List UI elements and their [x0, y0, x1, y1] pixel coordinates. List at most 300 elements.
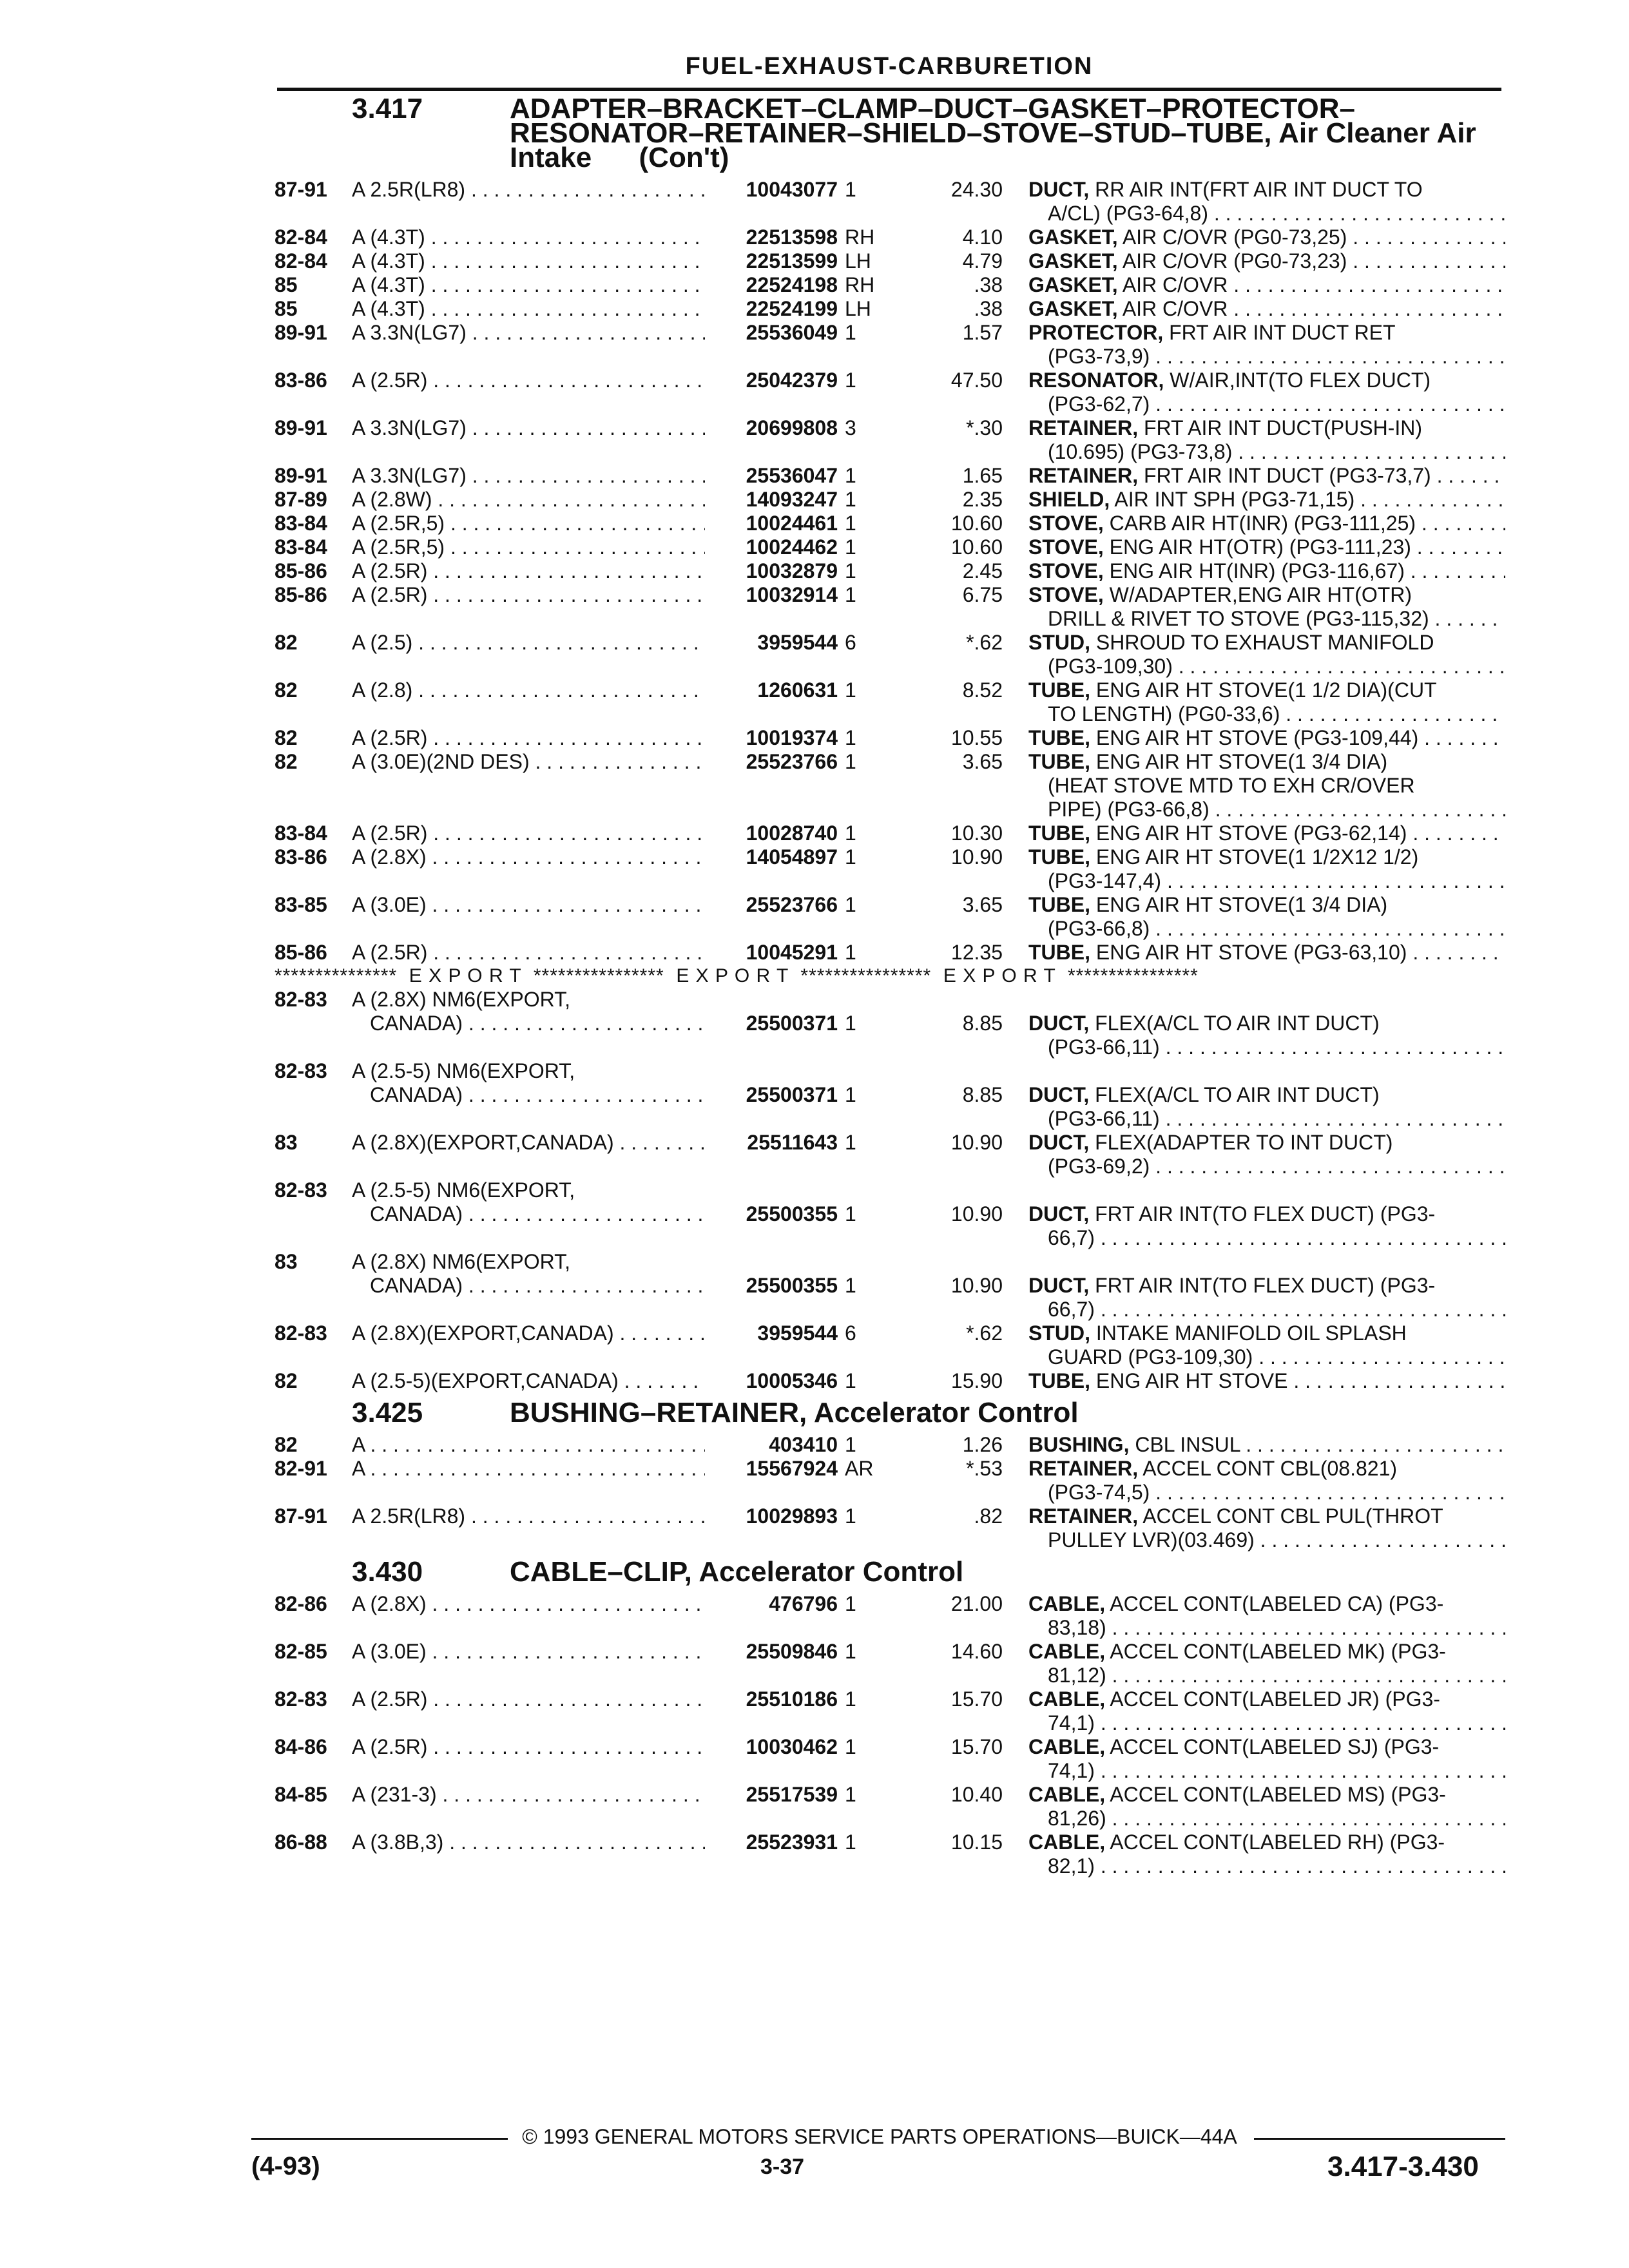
model-line: A (3.0E) . . .: [352, 893, 719, 917]
section-title-line: [510, 1397, 1505, 1428]
section-title: [510, 1556, 1505, 1588]
section-number: 3.417: [352, 93, 423, 124]
description-line: [1028, 845, 1505, 869]
model-applicability: [352, 1687, 719, 1711]
description-line: PIPE) (PG3-66,8) . . .: [1028, 798, 1505, 822]
quantity: 1: [845, 1433, 856, 1456]
model-line: A (3.0E) . . .: [352, 1640, 719, 1664]
header-rule: [277, 88, 1501, 91]
model-years: 83-86: [275, 845, 327, 869]
part-name: GASKET,: [1028, 273, 1118, 296]
model-line: A (2.8X) NM6(EXPORT,: [352, 1250, 571, 1273]
description-line: [1028, 1083, 1505, 1107]
model-years: 82-83: [275, 1178, 327, 1202]
description-line: [1028, 535, 1505, 559]
description-text: W/ADAPTER,ENG AIR HT(OTR): [1109, 583, 1412, 606]
part-description: [1028, 1433, 1505, 1457]
description-line: [1028, 1783, 1505, 1807]
price: 8.85: [962, 1012, 1003, 1035]
section-title-text: BUSHING–RETAINER,: [510, 1397, 807, 1428]
part-number: 25500355: [705, 1274, 838, 1298]
model-applicability: [352, 941, 719, 965]
part-number: 22524199: [705, 297, 838, 321]
model-applicability: [352, 750, 719, 774]
part-description: [1028, 1457, 1505, 1504]
model-years: 89-91: [275, 321, 327, 344]
quantity: 1: [845, 1083, 856, 1106]
description-text: FLEX(A/CL TO AIR INT DUCT): [1095, 1012, 1380, 1035]
description-line: (PG3-62,7) . . .: [1028, 392, 1505, 416]
description-line: [1028, 1321, 1505, 1345]
price: 1.65: [962, 464, 1003, 487]
part-number: 10028740: [705, 822, 838, 845]
part-description: [1028, 178, 1505, 226]
price: 14.60: [950, 1640, 1003, 1663]
model-applicability: [352, 464, 719, 488]
part-row: [275, 845, 1505, 893]
part-row: [275, 1640, 1505, 1687]
description-text: ACCEL CONT(LABELED RH) (PG3-: [1110, 1831, 1445, 1854]
description-line: [1028, 1457, 1505, 1481]
part-description: [1028, 631, 1505, 678]
part-row: [275, 464, 1505, 488]
section-gap: [275, 170, 1505, 178]
quantity: 1: [845, 464, 856, 487]
section-title-text: RESONATOR–RETAINER–SHIELD–STOVE–STUD–TUBE,: [510, 117, 1272, 149]
quantity: 1: [845, 321, 856, 344]
description-line: [1028, 941, 1505, 965]
quantity: RH: [845, 273, 875, 296]
part-number: 14093247: [705, 488, 838, 512]
model-applicability: [352, 416, 719, 440]
model-line: A (4.3T) . . .: [352, 297, 719, 321]
model-years: 82-86: [275, 1592, 327, 1615]
model-applicability: [352, 822, 719, 845]
model-line: A (2.5R) . . .: [352, 583, 719, 607]
part-row: [275, 822, 1505, 845]
description-line: (PG3-109,30) . . .: [1028, 655, 1505, 678]
description-line: (PG3-147,4) . . .: [1028, 869, 1505, 893]
price: .38: [974, 273, 1003, 296]
export-banner: *************** E X P O R T **************** E X P O R T **************** E X P O R T ****************: [275, 965, 1199, 986]
description-line: [1028, 1592, 1505, 1616]
quantity: 1: [845, 1504, 856, 1528]
price: *.62: [966, 1321, 1003, 1345]
part-number: 3959544: [705, 631, 838, 655]
price: 1.57: [962, 321, 1003, 344]
part-number: 403410: [705, 1433, 838, 1457]
description-line: [1028, 1369, 1505, 1393]
part-row: [275, 1433, 1505, 1457]
part-name: GASKET,: [1028, 297, 1118, 320]
description-text: FLEX(ADAPTER TO INT DUCT): [1095, 1131, 1393, 1154]
description-text: AIR C/OVR: [1122, 297, 1228, 320]
quantity: 6: [845, 1321, 856, 1345]
model-years: 82: [275, 678, 298, 702]
part-description: [1028, 416, 1505, 464]
model-applicability: [352, 1321, 719, 1345]
footer-copyright: © 1993 GENERAL MOTORS SERVICE PARTS OPERATIONS—BUICK—44A: [522, 2125, 1237, 2148]
footer-rule-left: [251, 2138, 508, 2140]
part-name: STOVE,: [1028, 559, 1104, 582]
part-name: TUBE,: [1028, 1369, 1090, 1392]
part-name: TUBE,: [1028, 845, 1090, 869]
model-years: 85-86: [275, 941, 327, 964]
description-line: 74,1) . . .: [1028, 1711, 1505, 1735]
model-years: 82-83: [275, 988, 327, 1011]
part-description: [1028, 1131, 1505, 1178]
model-line: A 2.5R(LR8) . . .: [352, 1504, 719, 1528]
quantity: 1: [845, 726, 856, 749]
part-row: [275, 512, 1505, 535]
model-years: 87-91: [275, 178, 327, 201]
part-row: [275, 535, 1505, 559]
part-description: [1028, 226, 1505, 249]
description-text: ENG AIR HT STOVE (PG3-63,10): [1095, 941, 1407, 964]
quantity: 1: [845, 1274, 856, 1297]
price: 10.90: [950, 1202, 1003, 1225]
quantity: 1: [845, 1783, 856, 1806]
model-years: 87-91: [275, 1504, 327, 1528]
description-text: ENG AIR HT(INR) (PG3-116,67): [1109, 559, 1405, 582]
price: 10.30: [950, 822, 1003, 845]
part-row: [275, 249, 1505, 273]
description-text: FLEX(A/CL TO AIR INT DUCT): [1095, 1083, 1380, 1106]
quantity: 1: [845, 1202, 856, 1225]
description-text: ENG AIR HT STOVE: [1095, 1369, 1288, 1392]
part-number: 25511643: [705, 1131, 838, 1155]
description-line: 82,1) . . .: [1028, 1854, 1505, 1878]
model-years: 89-91: [275, 416, 327, 439]
price: .82: [974, 1504, 1003, 1528]
description-line: [1028, 631, 1505, 655]
part-number: 10045291: [705, 941, 838, 965]
model-line: A 2.5R(LR8) . . .: [352, 178, 719, 202]
part-description: [1028, 1321, 1505, 1369]
model-line: A (2.5R) . . .: [352, 822, 719, 845]
description-line: A/CL) (PG3-64,8) . . .: [1028, 202, 1505, 226]
quantity: 1: [845, 1831, 856, 1854]
quantity: 1: [845, 941, 856, 964]
description-text: SHROUD TO EXHAUST MANIFOLD: [1095, 631, 1434, 654]
model-years: 89-91: [275, 464, 327, 487]
part-description: [1028, 464, 1505, 488]
part-row: [275, 1059, 1505, 1131]
model-line: A (2.8X)(EXPORT,CANADA) . . .: [352, 1321, 719, 1345]
price: *.53: [966, 1457, 1003, 1480]
model-years: 86-88: [275, 1831, 327, 1854]
model-applicability: [352, 1433, 719, 1457]
description-line: [1028, 1131, 1505, 1155]
model-years: 83-84: [275, 822, 327, 845]
part-name: STUD,: [1028, 1321, 1090, 1345]
price: 10.90: [950, 1274, 1003, 1297]
part-description: [1028, 1059, 1505, 1131]
description-line: (PG3-74,5) . . .: [1028, 1481, 1505, 1504]
part-name: RESONATOR,: [1028, 369, 1164, 392]
description-line: PULLEY LVR)(03.469) . . .: [1028, 1528, 1505, 1552]
model-years: 82: [275, 631, 298, 654]
price: 12.35: [950, 941, 1003, 964]
description-text: ENG AIR HT STOVE(1 3/4 DIA): [1095, 750, 1388, 773]
description-line: (HEAT STOVE MTD TO EXH CR/OVER: [1048, 774, 1415, 797]
part-number: 25523931: [705, 1831, 838, 1854]
model-applicability: [352, 1457, 719, 1481]
page-header: FUEL-EXHAUST-CARBURETION: [685, 53, 1094, 80]
price: 8.52: [962, 678, 1003, 702]
price: 4.79: [962, 249, 1003, 273]
part-row: [275, 750, 1505, 822]
part-row: [275, 488, 1505, 512]
price: 10.60: [950, 535, 1003, 559]
description-text: CBL INSUL: [1135, 1433, 1240, 1456]
model-line: A (2.5R,5) . . .: [352, 512, 719, 535]
model-years: 84-86: [275, 1735, 327, 1758]
model-applicability: [352, 273, 719, 297]
section-subject: Air Cleaner Air: [1278, 117, 1476, 149]
part-description: [1028, 249, 1505, 273]
part-row: [275, 1457, 1505, 1504]
quantity: 1: [845, 1592, 856, 1615]
description-line: [1028, 1640, 1505, 1664]
description-line: (PG3-66,11) . . .: [1028, 1107, 1505, 1131]
description-line: [1028, 178, 1505, 202]
description-text: ENG AIR HT STOVE(1 1/2 DIA)(CUT: [1095, 678, 1437, 702]
quantity: LH: [845, 297, 871, 320]
part-row: [275, 369, 1505, 416]
model-applicability: [352, 1735, 719, 1759]
part-row: [275, 988, 1505, 1059]
part-name: STOVE,: [1028, 583, 1104, 606]
part-name: STOVE,: [1028, 535, 1104, 559]
quantity: 1: [845, 1369, 856, 1392]
part-number: 25536049: [705, 321, 838, 345]
part-number: 25510186: [705, 1687, 838, 1711]
price: 3.65: [962, 893, 1003, 916]
model-applicability: [352, 1783, 719, 1807]
model-applicability: [352, 178, 719, 202]
model-applicability: [352, 678, 719, 702]
part-description: [1028, 1178, 1505, 1250]
model-years: 83-84: [275, 535, 327, 559]
model-line: A (2.8X) . . .: [352, 1592, 719, 1616]
part-number: 15567924: [705, 1457, 838, 1481]
price: *.30: [966, 416, 1003, 439]
model-line: A (4.3T) . . .: [352, 249, 719, 273]
description-text: ENG AIR HT STOVE(1 1/2X12 1/2): [1095, 845, 1419, 869]
description-line: GUARD (PG3-109,30) . . .: [1028, 1345, 1505, 1369]
section-subject-continued: Intake (Con't): [510, 142, 729, 173]
part-description: [1028, 845, 1505, 893]
description-line: DRILL & RIVET TO STOVE (PG3-115,32) . . .: [1028, 607, 1505, 631]
price: 47.50: [950, 369, 1003, 392]
part-row: [275, 559, 1505, 583]
part-row: [275, 583, 1505, 631]
description-line: 81,26) . . .: [1028, 1807, 1505, 1831]
price: 3.65: [962, 750, 1003, 773]
model-applicability: [352, 631, 719, 655]
quantity: 1: [845, 369, 856, 392]
model-line: A . . .: [352, 1457, 719, 1481]
part-description: [1028, 726, 1505, 750]
part-number: 25523766: [705, 893, 838, 917]
section-heading: [275, 93, 1505, 173]
part-name: DUCT,: [1028, 1202, 1090, 1225]
model-years: 82-84: [275, 226, 327, 249]
quantity: 1: [845, 822, 856, 845]
model-applicability: [352, 559, 719, 583]
description-line: [1028, 559, 1505, 583]
model-applicability: [352, 1178, 719, 1226]
part-description: [1028, 583, 1505, 631]
model-applicability: [352, 893, 719, 917]
part-number: 25500371: [705, 1012, 838, 1035]
part-name: DUCT,: [1028, 178, 1090, 201]
model-line: A (2.5R) . . .: [352, 941, 719, 965]
model-applicability: [352, 1640, 719, 1664]
part-name: CABLE,: [1028, 1831, 1106, 1854]
part-description: [1028, 1369, 1505, 1393]
model-line: A (2.5R) . . .: [352, 369, 719, 392]
part-number: 10032914: [705, 583, 838, 607]
model-applicability: [352, 1131, 719, 1155]
part-name: STOVE,: [1028, 512, 1104, 535]
description-line: (PG3-66,11) . . .: [1028, 1035, 1505, 1059]
description-line: [1028, 1504, 1505, 1528]
model-applicability: [352, 1504, 719, 1528]
model-line: A . . .: [352, 1433, 719, 1457]
price: 15.90: [950, 1369, 1003, 1392]
part-number: 10005346: [705, 1369, 838, 1393]
part-name: CABLE,: [1028, 1735, 1106, 1758]
model-line: A (231-3) . . .: [352, 1783, 719, 1807]
part-description: [1028, 321, 1505, 369]
model-applicability: [352, 369, 719, 392]
price: 8.85: [962, 1083, 1003, 1106]
description-line: TO LENGTH) (PG0-33,6) . . .: [1028, 702, 1505, 726]
part-number: 3959544: [705, 1321, 838, 1345]
section-title-text: ADAPTER–BRACKET–CLAMP–DUCT–GASKET–PROTECTOR–: [510, 93, 1356, 124]
part-row: [275, 1687, 1505, 1735]
description-line: [1028, 321, 1505, 345]
part-row: [275, 1735, 1505, 1783]
part-description: [1028, 1687, 1505, 1735]
description-text: RR AIR INT(FRT AIR INT DUCT TO: [1095, 178, 1423, 201]
description-line: 66,7) . . .: [1028, 1298, 1505, 1321]
quantity: 1: [845, 583, 856, 606]
model-line: A (2.8X) . . .: [352, 845, 719, 869]
price: *.62: [966, 631, 1003, 654]
part-row: [275, 416, 1505, 464]
description-line: [1028, 226, 1505, 249]
description-text: ACCEL CONT(LABELED MK) (PG3-: [1110, 1640, 1446, 1663]
quantity: 6: [845, 631, 856, 654]
description-line: [1028, 678, 1505, 702]
part-name: CABLE,: [1028, 1783, 1106, 1806]
model-line: A (3.0E)(2ND DES) . . .: [352, 750, 719, 774]
part-name: CABLE,: [1028, 1640, 1106, 1663]
section-title-line: [510, 1556, 1505, 1588]
part-description: [1028, 893, 1505, 941]
description-line: 74,1) . . .: [1028, 1759, 1505, 1783]
model-years: 83: [275, 1250, 298, 1273]
model-line: CANADA) . . .: [352, 1202, 719, 1226]
part-name: TUBE,: [1028, 726, 1090, 749]
description-line: [1028, 1202, 1505, 1226]
description-text: FRT AIR INT DUCT(PUSH-IN): [1143, 416, 1422, 439]
part-name: DUCT,: [1028, 1083, 1090, 1106]
part-description: [1028, 941, 1505, 965]
quantity: 1: [845, 535, 856, 559]
section-number: 3.425: [352, 1397, 423, 1428]
model-years: 82: [275, 750, 298, 773]
model-years: 83-84: [275, 512, 327, 535]
description-text: AIR INT SPH (PG3-71,15): [1114, 488, 1355, 511]
model-years: 82: [275, 726, 298, 749]
model-line: CANADA) . . .: [352, 1274, 719, 1298]
quantity: 1: [845, 1131, 856, 1154]
part-description: [1028, 1640, 1505, 1687]
part-description: [1028, 369, 1505, 416]
part-description: [1028, 988, 1505, 1059]
description-text: FRT AIR INT(TO FLEX DUCT) (PG3-: [1095, 1274, 1436, 1297]
model-line: A (2.5) . . .: [352, 631, 719, 655]
part-name: BUSHING,: [1028, 1433, 1130, 1456]
description-line: [1028, 750, 1505, 774]
part-name: CABLE,: [1028, 1687, 1106, 1711]
description-line: 66,7) . . .: [1028, 1226, 1505, 1250]
quantity: 3: [845, 416, 856, 439]
description-line: [1028, 1012, 1505, 1035]
part-row: [275, 1178, 1505, 1250]
part-row: [275, 226, 1505, 249]
quantity: 1: [845, 559, 856, 582]
model-applicability: [352, 583, 719, 607]
price: 2.45: [962, 559, 1003, 582]
quantity: 1: [845, 178, 856, 201]
description-text: AIR C/OVR (PG0-73,25): [1122, 226, 1347, 249]
quantity: 1: [845, 1012, 856, 1035]
description-text: AIR C/OVR (PG0-73,23): [1122, 249, 1347, 273]
model-years: 83: [275, 1131, 298, 1154]
model-line: A (2.5-5)(EXPORT,CANADA) . . .: [352, 1369, 719, 1393]
price: 1.26: [962, 1433, 1003, 1456]
description-line: [1028, 893, 1505, 917]
model-applicability: [352, 988, 719, 1035]
model-line: A (2.5-5) NM6(EXPORT,: [352, 1178, 575, 1202]
part-number: 22513598: [705, 226, 838, 249]
description-line: [1028, 1274, 1505, 1298]
model-line: A (2.5-5) NM6(EXPORT,: [352, 1059, 575, 1082]
part-row: [275, 1783, 1505, 1831]
model-years: 82-91: [275, 1457, 327, 1480]
part-row: [275, 1250, 1505, 1321]
model-years: 82-83: [275, 1059, 327, 1082]
description-text: W/AIR,INT(TO FLEX DUCT): [1170, 369, 1431, 392]
model-line: A (4.3T) . . .: [352, 226, 719, 249]
model-applicability: [352, 297, 719, 321]
part-row: [275, 893, 1505, 941]
part-row: [275, 178, 1505, 226]
model-line: A (4.3T) . . .: [352, 273, 719, 297]
part-name: TUBE,: [1028, 941, 1090, 964]
description-text: FRT AIR INT DUCT RET: [1169, 321, 1396, 344]
part-name: CABLE,: [1028, 1592, 1106, 1615]
model-line: CANADA) . . .: [352, 1083, 719, 1107]
part-row: [275, 726, 1505, 750]
model-years: 82-84: [275, 249, 327, 273]
part-description: [1028, 1504, 1505, 1552]
